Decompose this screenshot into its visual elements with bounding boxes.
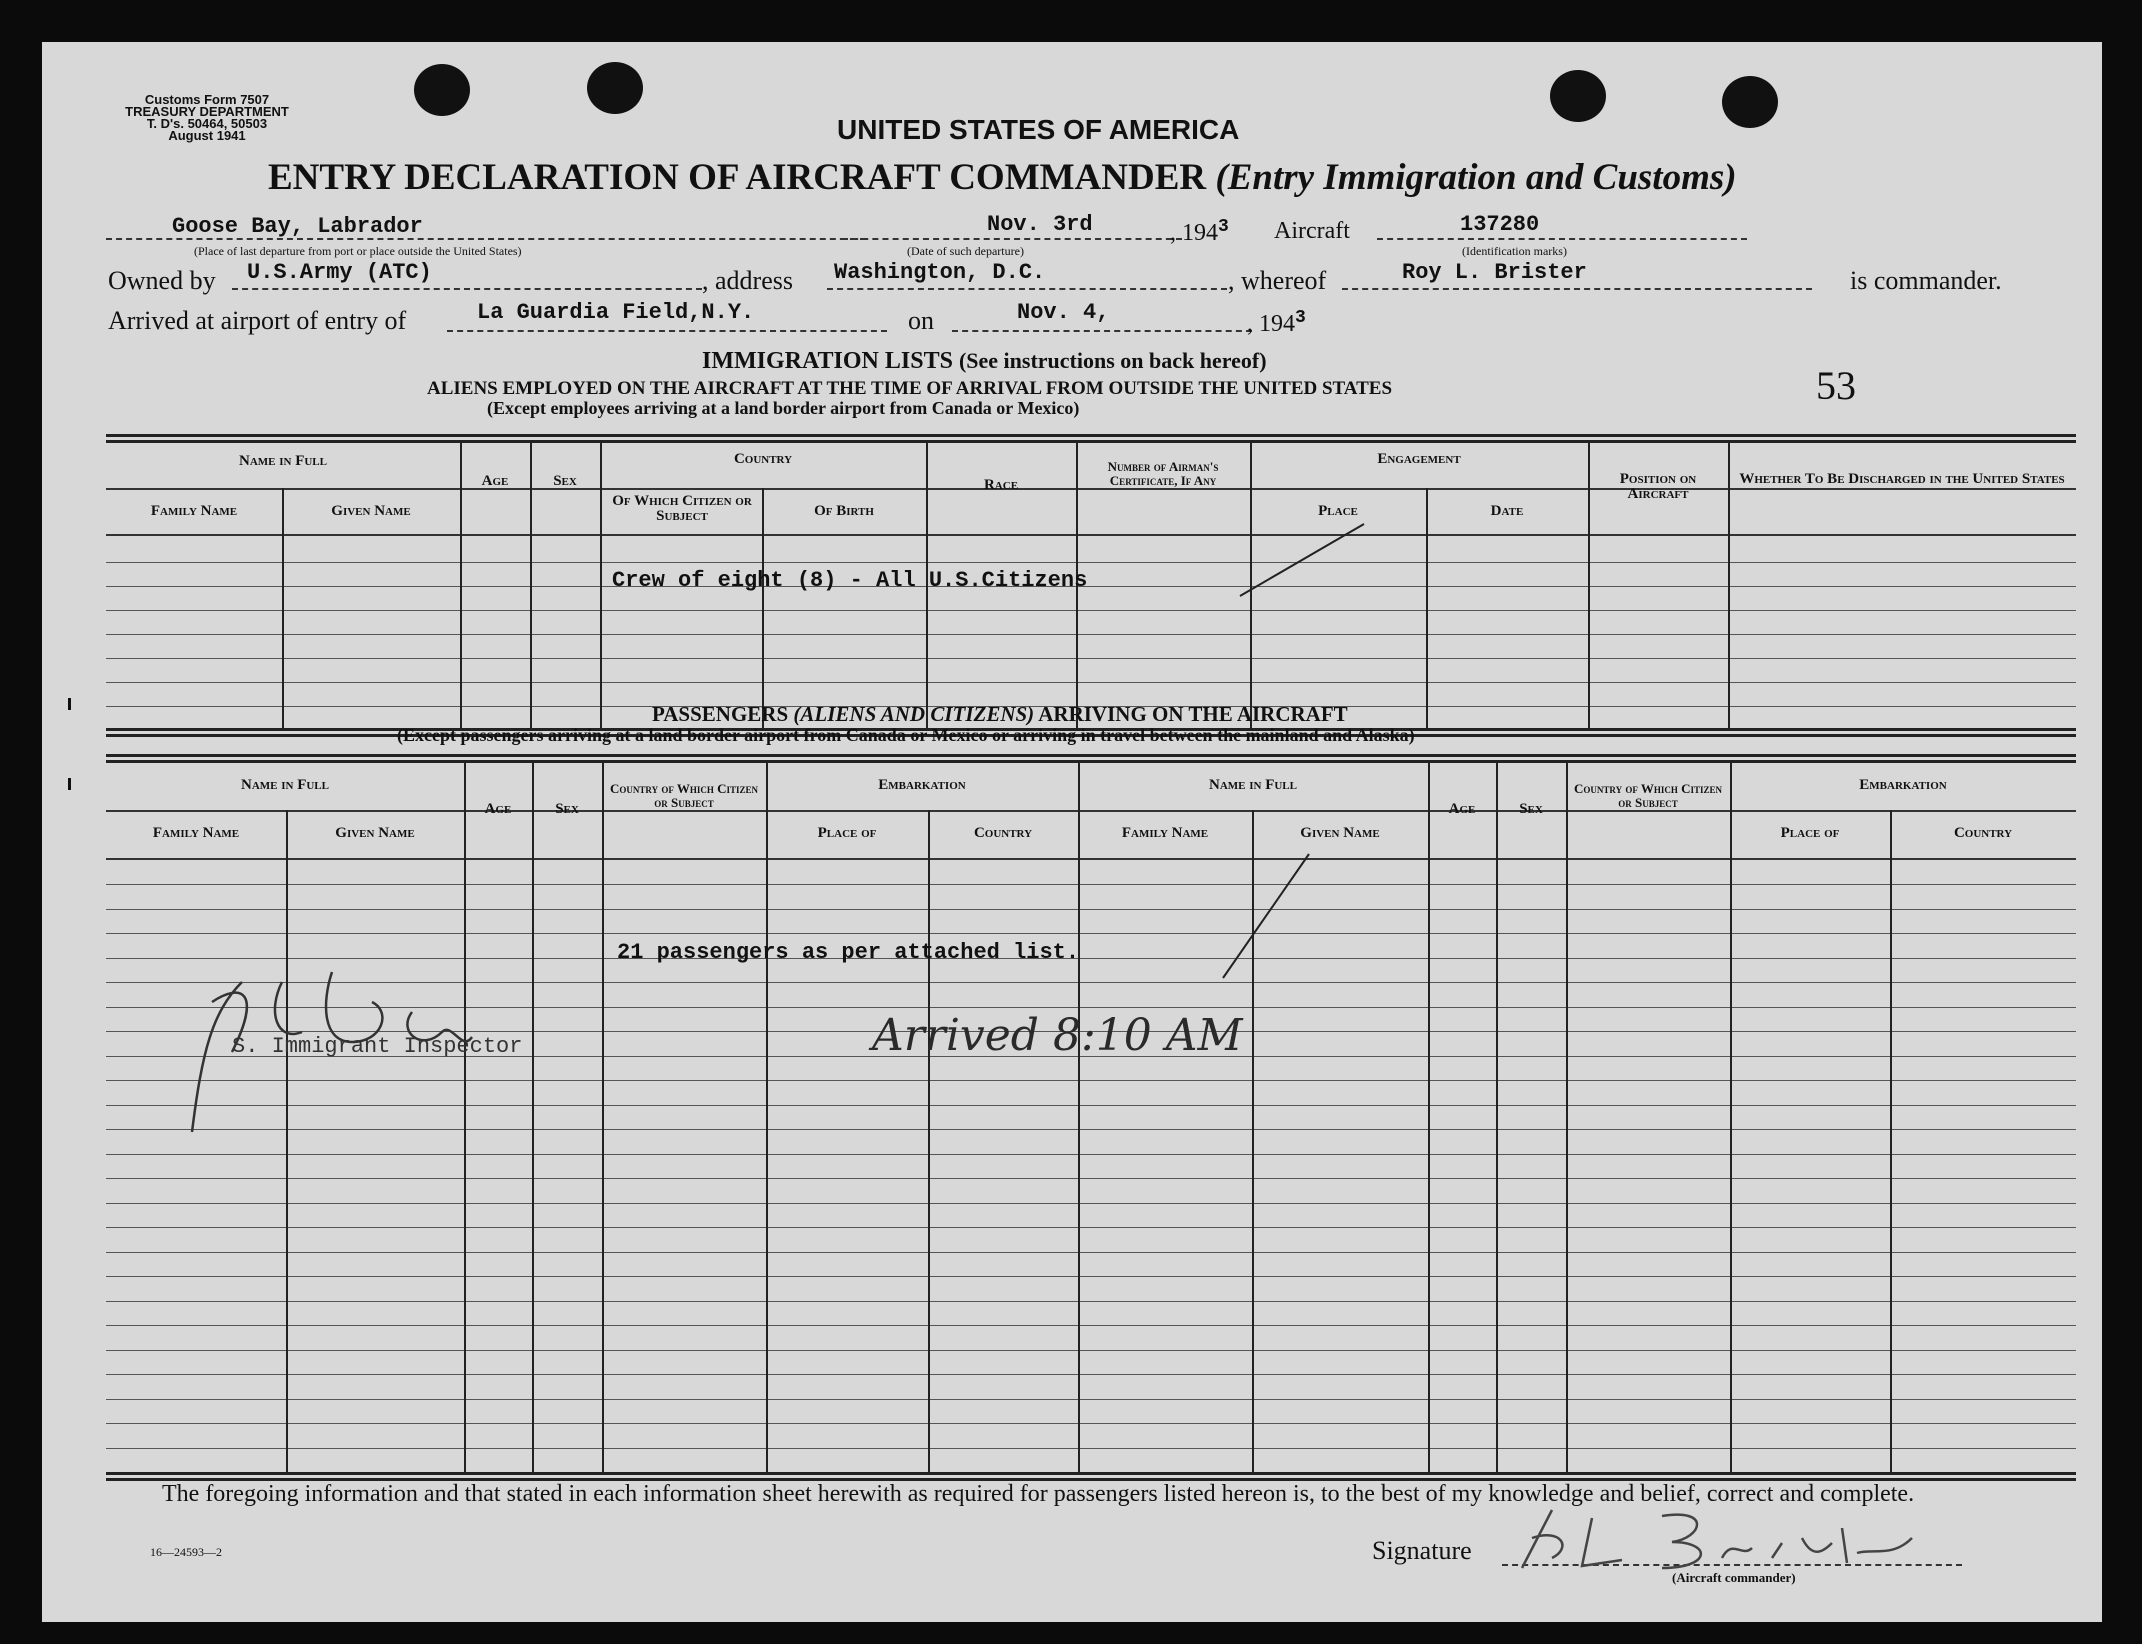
arrival-year: [1247, 308, 1306, 338]
page-title: [268, 156, 1737, 199]
passengers-subnote: (Except passengers arriving at a land border airport from Canada or Mexico or arriving in travel between the mainland and Alaska): [397, 725, 1415, 745]
owned-by-label: Owned by: [108, 266, 216, 295]
passengers-heading: [652, 702, 1348, 727]
pax-hdr-country-citizen-2: Country of Which Citizen or Subject: [1574, 781, 1722, 810]
pax-hdr-place-2: Place of: [1780, 825, 1840, 841]
immigration-heading: [702, 348, 1267, 375]
pax-hdr-age: Age: [484, 801, 512, 817]
table-row-rule: [106, 1350, 2076, 1351]
table-row-rule: [106, 1227, 2076, 1228]
year-digit: 3: [1218, 217, 1229, 237]
pax-hdr-country-citizen: Country of Which Citizen or Subject: [610, 781, 758, 810]
table-row-rule: [106, 1154, 2076, 1155]
imm-hdr-sex: Sex: [553, 473, 577, 489]
table-row-rule: [106, 1252, 2076, 1253]
table-row-rule: [106, 1178, 2076, 1179]
pax-hdr-name-2: Name in Full: [1208, 777, 1297, 793]
airport-value: La Guardia Field,N.Y.: [477, 300, 755, 325]
whereof-label: , whereof: [1228, 266, 1327, 295]
aircraft-label: Aircraft: [1274, 218, 1350, 244]
imm-hdr-position: Position on Aircraft: [1619, 471, 1697, 502]
immigration-heading-note: (See instructions on back hereof): [958, 348, 1267, 373]
pax-hdr-country-2: Country: [1953, 825, 2013, 841]
imm-hdr-airman: Number of Airman's Certificate, If Any: [1107, 459, 1219, 488]
title-main: ENTRY DECLARATION OF AIRCRAFT COMMANDER: [268, 157, 1207, 198]
pax-hdr-sex: Sex: [555, 801, 579, 817]
passengers-entry: 21 passengers as per attached list.: [617, 940, 1080, 965]
pax-hdr-family-2: Family Name: [1121, 825, 1209, 841]
is-commander-label: is commander.: [1850, 266, 2002, 295]
page-number: 53: [1816, 363, 1856, 408]
pax-hdr-country: Country: [973, 825, 1033, 841]
pax-hdr-name: Name in Full: [240, 777, 329, 793]
table-row-rule: [106, 1423, 2076, 1424]
arrival-year-digit: 3: [1295, 308, 1306, 328]
address-label: , address: [702, 266, 793, 295]
imm-hdr-race: Race: [983, 477, 1019, 493]
place-departure-caption: (Place of last departure from port or place outside the United States): [194, 244, 522, 258]
crew-entry: Crew of eight (8) - All U.S.Citizens: [612, 568, 1088, 593]
punch-hole: [1722, 76, 1778, 128]
departure-year: [1170, 217, 1229, 247]
immigrant-inspector-stamp: S. Immigrant Inspector: [232, 1034, 523, 1059]
department: TREASURY DEPARTMENT: [125, 104, 289, 119]
punch-hole: [587, 62, 643, 114]
pax-hdr-place: Place of: [817, 825, 877, 841]
table-row-rule: [106, 1203, 2076, 1204]
arrived-label: Arrived at airport of entry of: [108, 306, 407, 335]
imm-hdr-citizen: Of Which Citizen or Subject: [612, 493, 752, 524]
pax-hdr-age-2: Age: [1448, 801, 1476, 817]
signature-label: Signature: [1372, 1536, 1472, 1565]
departure-date-caption: (Date of such departure): [907, 244, 1024, 258]
immigration-subheading: ALIENS EMPLOYED ON THE AIRCRAFT AT THE TIME OF ARRIVAL FROM OUTSIDE THE UNITED STATES: [427, 378, 1393, 399]
pax-hdr-embarkation-2: Embarkation: [1859, 777, 1947, 793]
table-row-rule: [106, 1448, 2076, 1449]
imm-hdr-birth: Of Birth: [814, 503, 874, 519]
address-value: Washington, D.C.: [834, 260, 1046, 285]
arrival-date-value: Nov. 4,: [1017, 300, 1110, 325]
tds: T. D's. 50464, 50503: [146, 116, 268, 131]
imm-hdr-age: Age: [481, 473, 509, 489]
place-departure-value: Goose Bay, Labrador: [172, 214, 423, 239]
pax-hdr-embarkation: Embarkation: [878, 777, 966, 793]
title-paren: (Entry Immigration and Customs): [1215, 157, 1737, 198]
imm-hdr-place: Place: [1318, 503, 1358, 519]
country-heading: UNITED STATES OF AMERICA: [837, 114, 1240, 145]
imm-hdr-discharged: Whether To Be Discharged in the United States: [1739, 471, 2065, 487]
immigration-heading-text: IMMIGRATION LISTS: [702, 348, 953, 374]
departure-date-value: Nov. 3rd: [987, 212, 1093, 237]
punch-hole: [414, 64, 470, 116]
passengers-heading-b: (ALIENS AND CITIZENS): [793, 702, 1035, 726]
arrival-year-prefix: , 194: [1247, 311, 1295, 337]
pax-hdr-given: Given Name: [335, 825, 415, 841]
table-row-rule: [106, 1399, 2076, 1400]
punch-hole: [1550, 70, 1606, 122]
certification-text: The foregoing information and that stated in each information sheet herewith as required for passengers listed hereon is, to the best of my knowledge and belief, correct and complete.: [162, 1481, 1915, 1507]
passengers-heading-a: PASSENGERS: [652, 702, 789, 726]
year-prefix: , 194: [1170, 220, 1218, 246]
margin-mark: [68, 698, 71, 710]
signature-caption: (Aircraft commander): [1672, 1570, 1796, 1585]
slash-mark: [1232, 514, 1372, 604]
table-row-rule: [106, 909, 2076, 910]
imm-hdr-engagement: Engagement: [1377, 451, 1461, 467]
imm-hdr-date: Date: [1490, 503, 1524, 519]
aircraft-id-value: 137280: [1460, 212, 1540, 237]
imm-hdr-given: Given Name: [331, 503, 411, 519]
commander-signature: [1512, 1498, 1932, 1578]
owner-value: U.S.Army (ATC): [247, 260, 432, 285]
passengers-heading-c: ARRIVING ON THE AIRCRAFT: [1038, 702, 1348, 726]
inspector-signature: [172, 942, 492, 1142]
table-row-rule: [106, 1301, 2076, 1302]
pax-hdr-family: Family Name: [152, 825, 240, 841]
imm-hdr-family: Family Name: [150, 503, 238, 519]
commander-value: Roy L. Brister: [1402, 260, 1587, 285]
arrived-note: Arrived 8:10 AM: [872, 1010, 1243, 1061]
immigration-subnote: (Except employees arriving at a land border airport from Canada or Mexico): [487, 398, 1080, 418]
table-row-rule: [106, 933, 2076, 934]
form-id-block: [102, 94, 312, 142]
print-code: 16—24593—2: [150, 1545, 222, 1559]
pax-hdr-given-2: Given Name: [1300, 825, 1380, 841]
on-label: on: [908, 306, 934, 335]
table-row-rule: [106, 1374, 2076, 1375]
pax-hdr-sex-2: Sex: [1519, 801, 1543, 817]
table-row-rule: [106, 1325, 2076, 1326]
imm-hdr-country: Country: [733, 451, 793, 467]
aircraft-caption: (Identification marks): [1462, 244, 1567, 258]
form-page: [42, 42, 2102, 1622]
form-id: Customs Form 7507: [144, 92, 270, 107]
slash-mark: [1217, 846, 1317, 986]
form-date: August 1941: [168, 128, 246, 143]
margin-mark: [68, 778, 71, 790]
imm-hdr-name: Name in Full: [238, 453, 327, 469]
table-row-rule: [106, 884, 2076, 885]
table-row-rule: [106, 1276, 2076, 1277]
